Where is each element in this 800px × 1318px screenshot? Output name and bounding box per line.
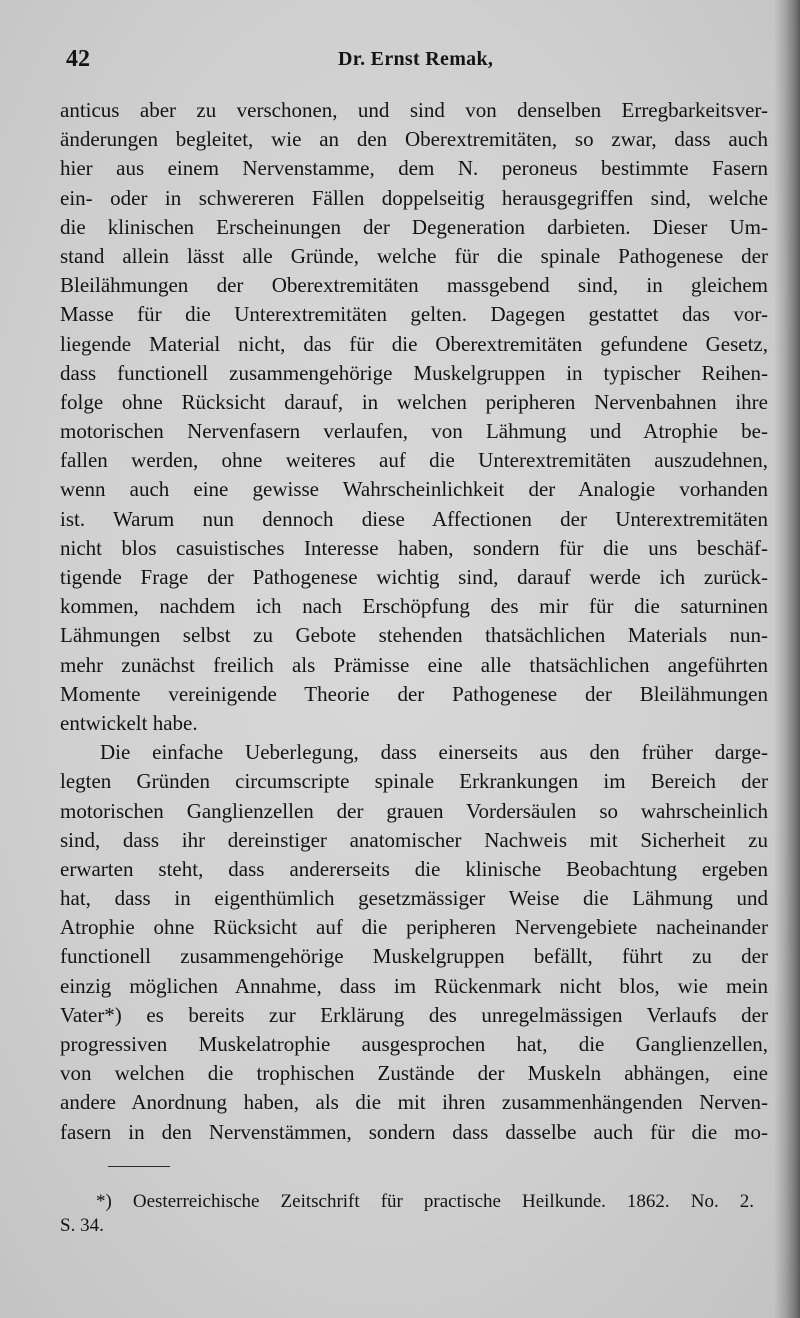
text-line: folge ohne Rücksicht darauf, in welchen peripheren Nervenbahnen ihre: [60, 389, 768, 414]
text-line: kommen, nachdem ich nach Erschöpfung des mir für die saturninen: [60, 594, 768, 619]
text-line: fallen werden, ohne weiteres auf die Unterextremitäten auszudehnen,: [60, 448, 768, 473]
page-spine-shadow: [774, 0, 800, 1318]
text-line: fasern in den Nervenstämmen, sondern dass dasselbe auch für die mo-: [60, 1119, 768, 1144]
text-line: mehr zunächst freilich als Prämisse eine alle thatsächlichen angeführten: [60, 652, 768, 677]
text-line: legten Gründen circumscripte spinale Erkrankungen im Bereich der: [60, 769, 768, 794]
text-line: Momente vereinigende Theorie der Pathogenese der Bleilähmungen: [60, 681, 768, 706]
text-line: einzig möglichen Annahme, dass im Rückenmark nicht blos, wie mein: [60, 973, 768, 998]
text-line: hat, dass in eigenthümlich gesetzmässiger Weise die Lähmung und: [60, 886, 768, 911]
text-line: erwarten steht, dass andererseits die klinische Beobachtung ergeben: [60, 856, 768, 881]
text-line: Lähmungen selbst zu Gebote stehenden thatsächlichen Materials nun-: [60, 623, 768, 648]
text-line: ist. Warum nun dennoch diese Affectionen der Unterextremitäten: [60, 506, 768, 531]
text-line: änderungen begleitet, wie an den Oberextremitäten, so zwar, dass auch: [60, 127, 768, 152]
text-line: motorischen Nervenfasern verlaufen, von Lähmung und Atrophie be-: [60, 419, 768, 444]
text-line: Atrophie ohne Rücksicht auf die peripheren Nervengebiete nacheinander: [60, 915, 768, 940]
text-line: wenn auch eine gewisse Wahrscheinlichkeit der Analogie vorhanden: [60, 477, 768, 502]
text-line-paragraph-start: Die einfache Ueberlegung, dass einerseits aus den früher darge-: [100, 740, 768, 765]
text-line: functionell zusammengehörige Muskelgruppen befällt, führt zu der: [60, 944, 768, 969]
text-line: die klinischen Erscheinungen der Degeneration darbieten. Dieser Um-: [60, 214, 768, 239]
text-line: andere Anordnung haben, als die mit ihren zusammenhängenden Nerven-: [60, 1090, 768, 1115]
text-line: sind, dass ihr dereinstiger anatomischer Nachweis mit Sicherheit zu: [60, 827, 768, 852]
text-line: progressiven Muskelatrophie ausgesprochen hat, die Ganglienzellen,: [60, 1032, 768, 1056]
footnote: [60, 1190, 754, 1238]
text-line: hier aus einem Nervenstamme, dem N. peroneus bestimmte Fasern: [60, 156, 768, 181]
text-line: Masse für die Unterextremitäten gelten. Dagegen gestattet das vor-: [60, 302, 768, 327]
text-line: liegende Material nicht, das für die Oberextremitäten gefundene Gesetz,: [60, 331, 768, 356]
footnote-line: S. 34.: [60, 1215, 104, 1236]
page-header: [66, 46, 756, 82]
text-line: motorischen Ganglienzellen der grauen Vordersäulen so wahrscheinlich: [60, 798, 768, 823]
footnote-line: *) Oesterreichische Zeitschrift für practische Heilkunde. 1862. No. 2.: [96, 1191, 754, 1212]
text-line: anticus aber zu verschonen, und sind von denselben Erregbarkeitsver-: [60, 98, 768, 122]
text-line: Vater*) es bereits zur Erklärung des unregelmässigen Verlaufs der: [60, 1002, 768, 1027]
page-number: 42: [66, 46, 90, 72]
text-line: dass functionell zusammengehörige Muskelgruppen in typischer Reihen-: [60, 360, 768, 385]
running-head: Dr. Ernst Remak,: [338, 48, 494, 70]
text-line: nicht blos casuistisches Interesse haben, sondern für die uns beschäf-: [60, 535, 768, 560]
text-line-paragraph-end: entwickelt habe.: [60, 710, 198, 735]
footnote-divider: [108, 1166, 170, 1167]
text-line: Bleilähmungen der Oberextremitäten massgebend sind, in gleichem: [60, 273, 768, 298]
text-line: ein- oder in schwereren Fällen doppelseitig herausgegriffen sind, welche: [60, 185, 768, 210]
body-text: [60, 96, 768, 1147]
text-line: von welchen die trophischen Zustände der Muskeln abhängen, eine: [60, 1061, 768, 1086]
text-line: tigende Frage der Pathogenese wichtig sind, darauf werde ich zurück-: [60, 565, 768, 589]
text-line: stand allein lässt alle Gründe, welche für die spinale Pathogenese der: [60, 243, 768, 268]
